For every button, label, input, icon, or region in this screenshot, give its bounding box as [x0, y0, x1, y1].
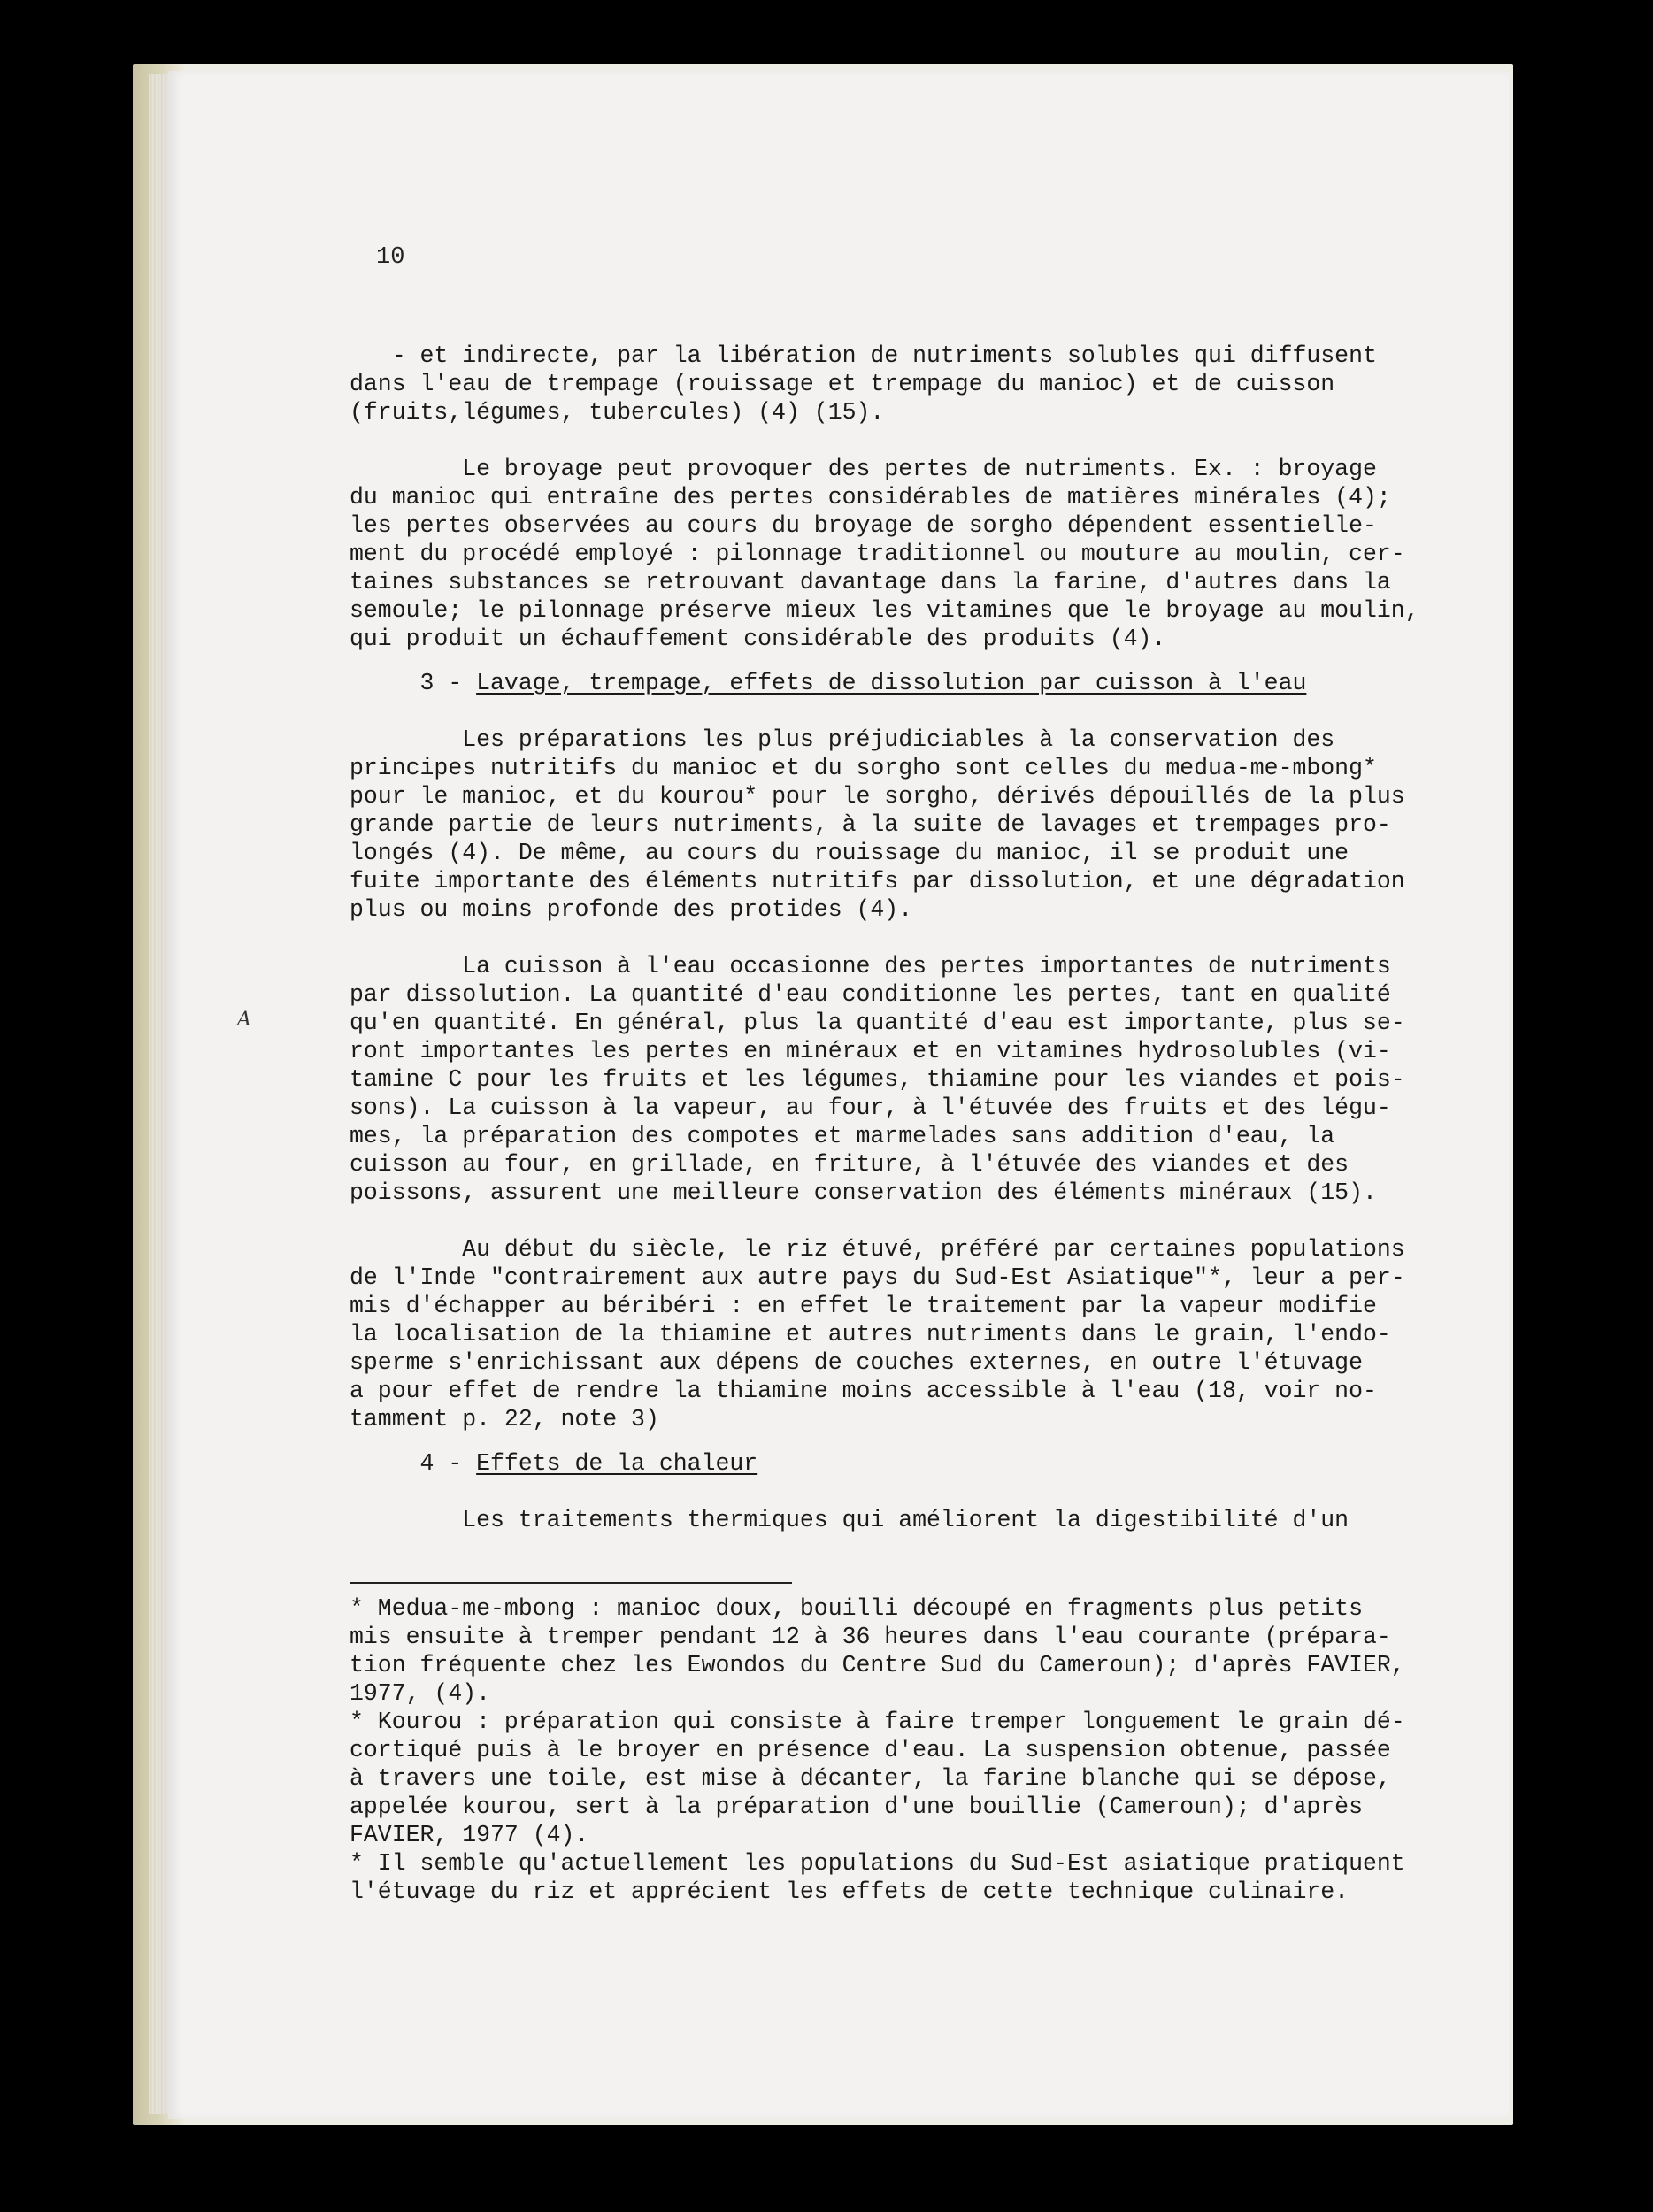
- text-line: semoule; le pilonnage préserve mieux les vitamines que le broyage au moulin,: [350, 597, 1419, 624]
- footnote-medua: [350, 1594, 1465, 1708]
- footnote-separator: [350, 1582, 792, 1584]
- text-line: ment du procédé employé : pilonnage traditionnel ou mouture au moulin, cer-: [350, 541, 1405, 567]
- document-body: [350, 230, 1465, 1906]
- text-line: les pertes observées au cours du broyage de sorgho dépendent essentielle-: [350, 512, 1377, 539]
- page-number: 10: [376, 244, 405, 271]
- text-line: dans l'eau de trempage (rouissage et trempage du manioc) et de cuisson: [350, 371, 1335, 397]
- text-line: La cuisson à l'eau occasionne des pertes importantes de nutriments: [350, 953, 1391, 979]
- text-line: Les préparations les plus préjudiciables à la conservation des: [350, 726, 1335, 753]
- text-line: qui produit un échauffement considérable des produits (4).: [350, 626, 1166, 652]
- footnote-line: * Il semble qu'actuellement les populations du Sud-Est asiatique pratiquent: [350, 1850, 1405, 1877]
- text-line: de l'Inde "contrairement aux autre pays du Sud-Est Asiatique"*, leur a per-: [350, 1264, 1405, 1291]
- text-line: (fruits,légumes, tubercules) (4) (15).: [350, 399, 885, 426]
- text-line: a pour effet de rendre la thiamine moins accessible à l'eau (18, voir no-: [350, 1378, 1377, 1404]
- margin-mark: A: [237, 1009, 251, 1031]
- text-line: cuisson au four, en grillade, en friture, à l'étuvée des viandes et des: [350, 1151, 1349, 1178]
- text-line: - et indirecte, par la libération de nutriments solubles qui diffusent: [350, 342, 1377, 369]
- footnotes: [350, 1594, 1465, 1906]
- text-line: pour le manioc, et du kourou* pour le sorgho, dérivés dépouillés de la plus: [350, 783, 1405, 810]
- section-heading-3: [350, 669, 1465, 697]
- footnote-line: à travers une toile, est mise à décanter, la farine blanche qui se dépose,: [350, 1765, 1391, 1792]
- text-line: sons). La cuisson à la vapeur, au four, à l'étuvée des fruits et des légu-: [350, 1094, 1391, 1121]
- text-line: Au début du siècle, le riz étuvé, préféré par certaines populations: [350, 1236, 1405, 1263]
- paragraph-riz-etuve: [350, 1235, 1465, 1433]
- footnote-line: 1977, (4).: [350, 1680, 491, 1707]
- text-line: plus ou moins profonde des protides (4).: [350, 896, 913, 923]
- text-line: sperme s'enrichissant aux dépens de couches externes, en outre l'étuvage: [350, 1349, 1363, 1376]
- footnote-kourou: [350, 1708, 1465, 1849]
- text-line: Les traitements thermiques qui améliorent la digestibilité d'un: [350, 1507, 1349, 1533]
- text-line: taines substances se retrouvant davantage dans la farine, d'autres dans la: [350, 569, 1391, 595]
- text-line: du manioc qui entraîne des pertes considérables de matières minérales (4);: [350, 484, 1391, 511]
- paragraph-preparations: [350, 726, 1465, 924]
- text-line: Le broyage peut provoquer des pertes de nutriments. Ex. : broyage: [350, 456, 1377, 482]
- text-line: la localisation de la thiamine et autres nutriments dans le grain, l'endo-: [350, 1321, 1391, 1348]
- paragraph-indirect: [350, 342, 1465, 426]
- footnote-line: FAVIER, 1977 (4).: [350, 1822, 589, 1848]
- text-line: mes, la préparation des compotes et marmelades sans addition d'eau, la: [350, 1123, 1335, 1149]
- footnote-line: l'étuvage du riz et apprécient les effets de cette technique culinaire.: [350, 1878, 1349, 1905]
- paragraph-traitements: [350, 1506, 1465, 1534]
- footnote-etuvage: [350, 1849, 1465, 1906]
- paragraph-cuisson: [350, 952, 1465, 1207]
- heading-prefix: 4 -: [350, 1450, 477, 1477]
- footnote-line: mis ensuite à tremper pendant 12 à 36 heures dans l'eau courante (prépara-: [350, 1624, 1391, 1650]
- text-line: tamine C pour les fruits et les légumes, thiamine pour les viandes et pois-: [350, 1066, 1405, 1093]
- paragraph-broyage: [350, 455, 1465, 653]
- heading-text: Lavage, trempage, effets de dissolution par cuisson à l'eau: [476, 670, 1307, 696]
- footnote-line: tion fréquente chez les Ewondos du Centre Sud du Cameroun); d'après FAVIER,: [350, 1652, 1405, 1678]
- text-line: mis d'échapper au béribéri : en effet le traitement par la vapeur modifie: [350, 1293, 1377, 1319]
- heading-prefix: 3 -: [350, 670, 477, 696]
- footnote-line: appelée kourou, sert à la préparation d'une bouillie (Cameroun); d'après: [350, 1793, 1363, 1820]
- text-line: tamment p. 22, note 3): [350, 1406, 659, 1432]
- text-line: poissons, assurent une meilleure conservation des éléments minéraux (15).: [350, 1179, 1377, 1206]
- text-line: par dissolution. La quantité d'eau conditionne les pertes, tant en qualité: [350, 981, 1391, 1008]
- section-heading-4: [350, 1449, 1465, 1478]
- footnote-line: * Medua-me-mbong : manioc doux, bouilli découpé en fragments plus petits: [350, 1595, 1363, 1622]
- text-line: ront importantes les pertes en minéraux et en vitamines hydrosolubles (vi-: [350, 1038, 1391, 1064]
- text-line: longés (4). De même, au cours du rouissage du manioc, il se produit une: [350, 840, 1349, 866]
- text-line: qu'en quantité. En général, plus la quantité d'eau est importante, plus se-: [350, 1010, 1405, 1036]
- text-line: fuite importante des éléments nutritifs par dissolution, et une dégradation: [350, 868, 1405, 895]
- heading-text: Effets de la chaleur: [476, 1450, 758, 1477]
- text-line: grande partie de leurs nutriments, à la suite de lavages et trempages pro-: [350, 811, 1391, 838]
- footnote-line: * Kourou : préparation qui consiste à faire tremper longuement le grain dé-: [350, 1709, 1405, 1735]
- text-line: principes nutritifs du manioc et du sorgho sont celles du medua-me-mbong*: [350, 755, 1377, 781]
- footnote-line: cortiqué puis à le broyer en présence d'eau. La suspension obtenue, passée: [350, 1737, 1391, 1763]
